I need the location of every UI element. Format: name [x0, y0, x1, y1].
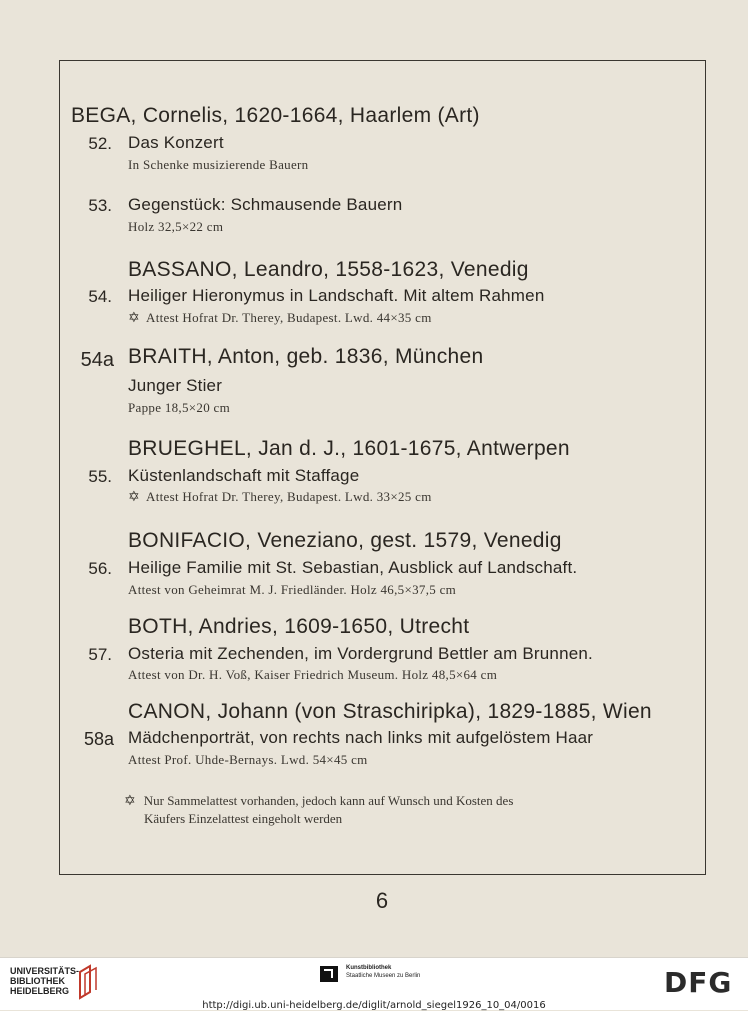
- lot-number: 57.: [88, 645, 112, 664]
- star-of-david-icon: ✡: [128, 490, 141, 505]
- lot-title: Das Konzert: [128, 133, 224, 152]
- lot-title: Mädchenporträt, von rechts nach links mit aufgelöstem Haar: [128, 728, 594, 747]
- artist-heading: BASSANO, Leandro, 1558-1623, Venedig: [128, 258, 529, 281]
- lot-title: Osteria mit Zechenden, im Vordergrund Bettler am Brunnen.: [128, 644, 593, 663]
- artist-heading: BRUEGHEL, Jan d. J., 1601-1675, Antwerpen: [128, 437, 570, 460]
- lot-detail: ✡ Attest Hofrat Dr. Therey, Budapest. Lwd. 44×35 cm: [128, 310, 432, 326]
- lot-number: 54.: [88, 287, 112, 306]
- footnote-line-1: Nur Sammelattest vorhanden, jedoch kann auf Wunsch und Kosten des: [143, 793, 514, 808]
- lot-title: Junger Stier: [128, 376, 223, 395]
- kunstbibliothek-subtitle: Staatliche Museen zu Berlin: [346, 973, 421, 979]
- lot-number: 55.: [88, 467, 112, 486]
- lot-title: Heilige Familie mit St. Sebastian, Ausblick auf Landschaft.: [128, 558, 578, 577]
- footnote-line-2: Käufers Einzelattest eingeholt werden: [144, 811, 343, 826]
- kunstbibliothek-logo: [320, 964, 421, 989]
- lot-number: 54a: [80, 349, 114, 371]
- artist-heading: BONIFACIO, Veneziano, gest. 1579, Venedig: [128, 529, 562, 552]
- lot-detail: Attest Prof. Uhde-Bernays. Lwd. 54×45 cm: [128, 752, 368, 767]
- lot-number: 58a: [83, 729, 114, 749]
- lot-title: Küstenlandschaft mit Staffage: [128, 466, 360, 485]
- dfg-logo: DFG: [664, 966, 733, 999]
- source-url-link[interactable]: http://digi.ub.uni-heidelberg.de/diglit/arnold_siegel1926_10_04/0016: [202, 1000, 546, 1011]
- lot-detail: Attest von Geheimrat M. J. Friedländer. Holz 46,5×37,5 cm: [128, 582, 457, 597]
- lot-detail: ✡ Attest Hofrat Dr. Therey, Budapest. Lwd. 33×25 cm: [128, 489, 432, 505]
- lot-title: Gegenstück: Schmausende Bauern: [128, 195, 403, 214]
- lot-number: 56.: [88, 559, 112, 578]
- lot-detail: In Schenke musizierende Bauern: [128, 157, 309, 172]
- page-number: 6: [375, 888, 389, 913]
- ub-heidelberg-logo-text: UNIVERSITÄTS- BIBLIOTHEK HEIDELBERG: [10, 966, 80, 996]
- kunstbibliothek-title: Kunstbibliothek: [346, 965, 392, 971]
- star-of-david-icon: ✡: [128, 311, 141, 326]
- artist-heading: BEGA, Cornelis, 1620-1664, Haarlem (Art): [71, 104, 480, 127]
- kunstbibliothek-mark-icon: [320, 964, 340, 984]
- digitization-footer: [0, 957, 748, 1010]
- lot-detail: Pappe 18,5×20 cm: [128, 400, 231, 415]
- footnote: [124, 792, 684, 827]
- artist-heading: CANON, Johann (von Straschiripka), 1829-1885, Wien: [128, 700, 652, 723]
- artist-heading: BRAITH, Anton, geb. 1836, München: [128, 345, 484, 368]
- lot-number: 53.: [88, 196, 112, 215]
- lot-number: 52.: [88, 134, 112, 153]
- lot-detail: Attest von Dr. H. Voß, Kaiser Friedrich Museum. Holz 48,5×64 cm: [128, 667, 498, 682]
- artist-heading: BOTH, Andries, 1609-1650, Utrecht: [128, 615, 470, 638]
- ub-heidelberg-logo-icon: [76, 962, 100, 1000]
- lot-title: Heiliger Hieronymus in Landschaft. Mit altem Rahmen: [128, 286, 545, 305]
- star-of-david-icon: ✡: [124, 794, 136, 809]
- lot-detail: Holz 32,5×22 cm: [128, 219, 224, 234]
